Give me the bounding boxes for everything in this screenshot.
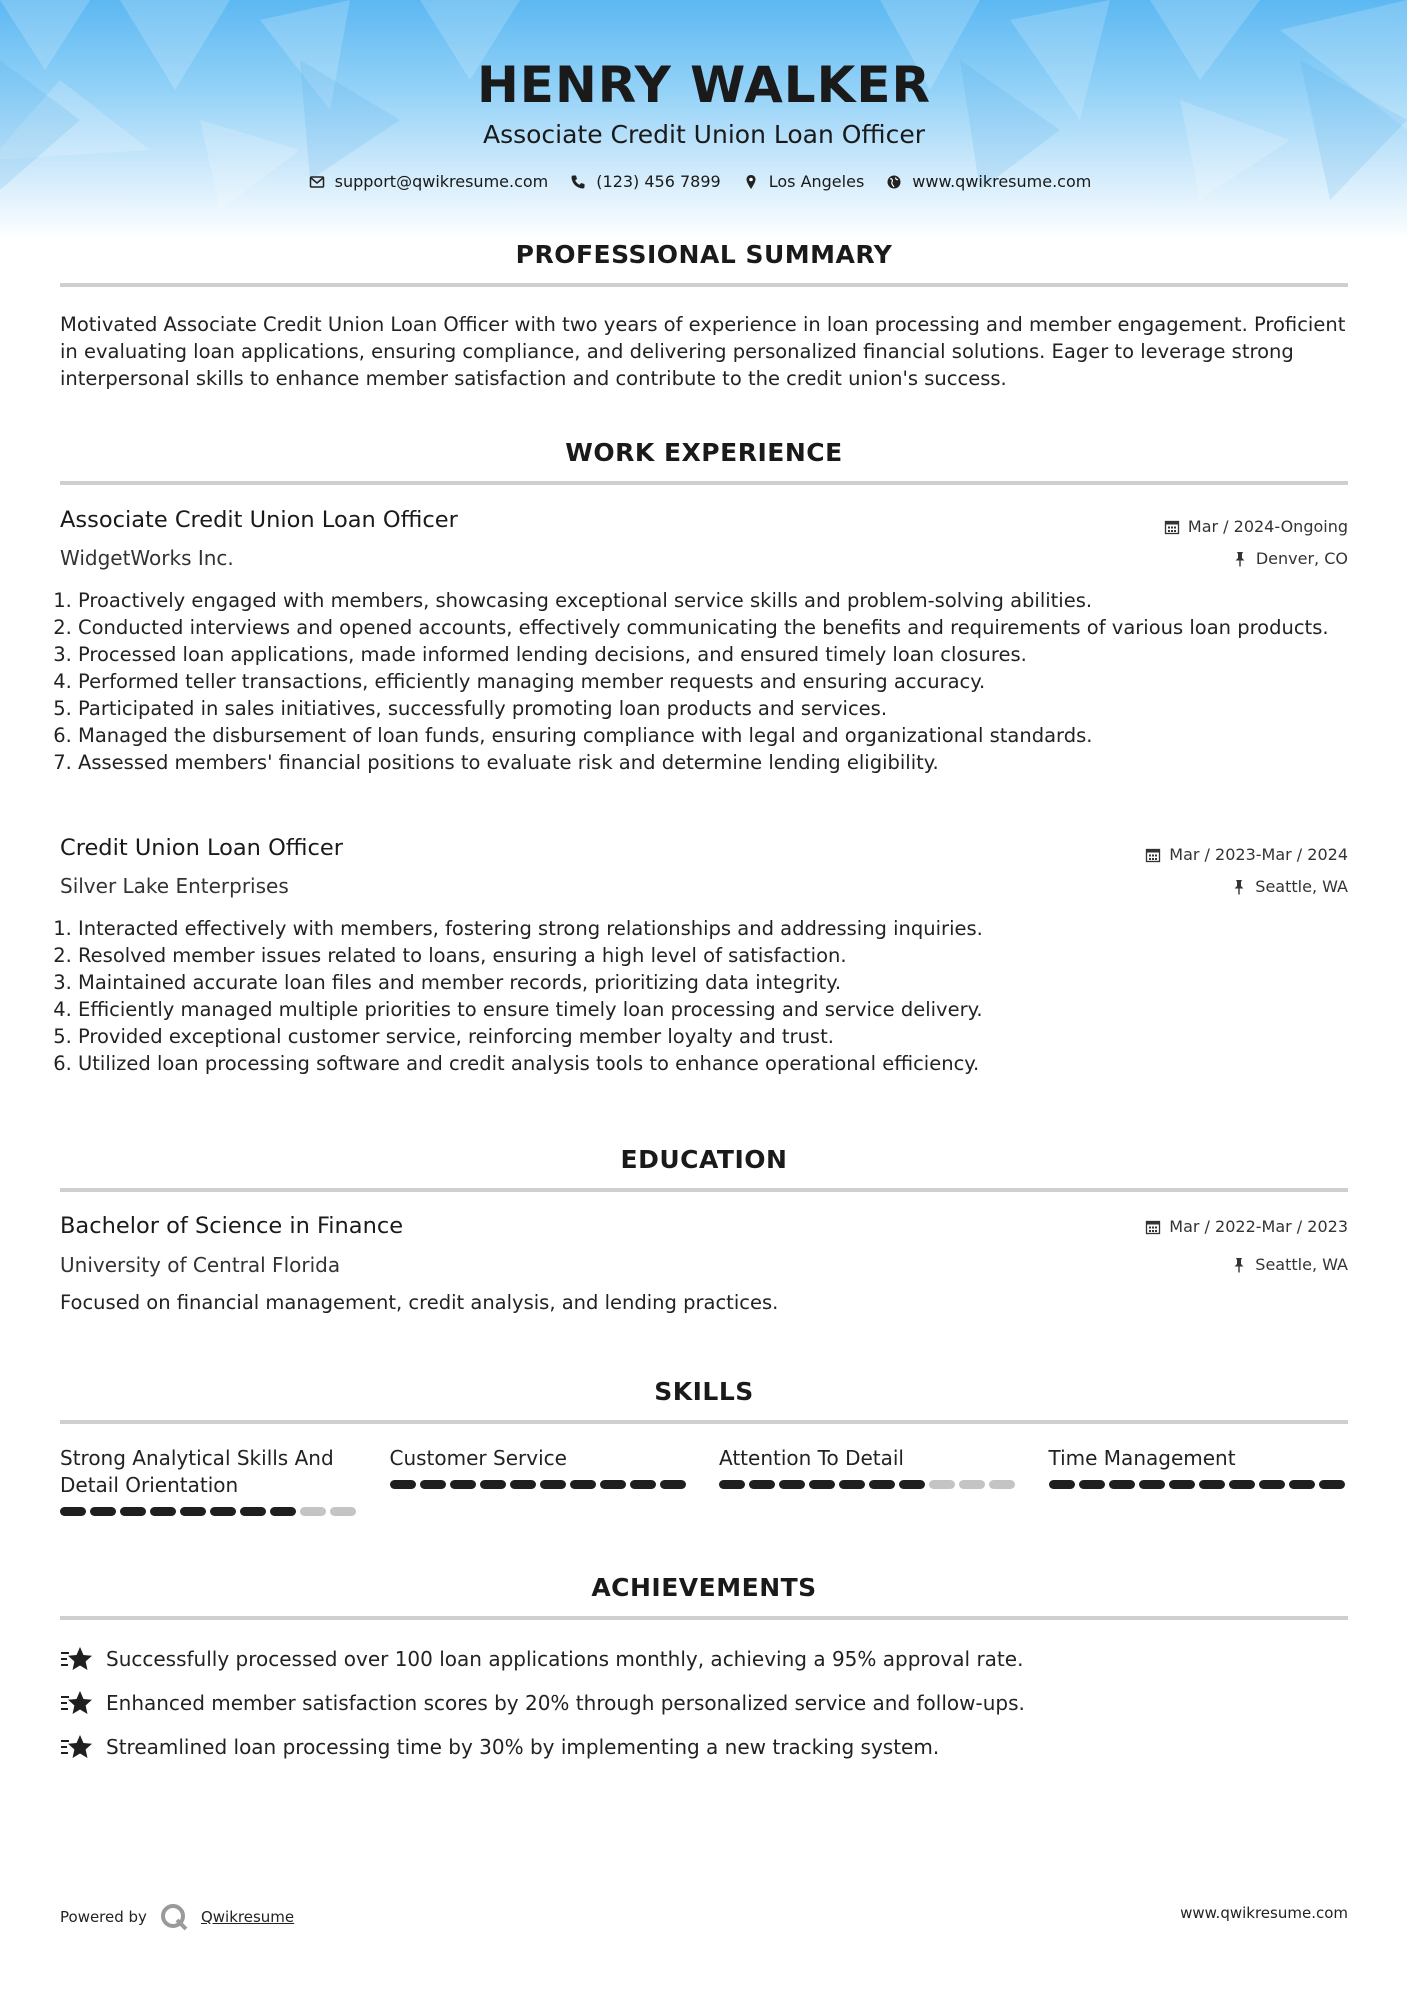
globe-icon [886,174,902,190]
skill-level-bar [719,1480,1019,1489]
list-item: 5. Provided exceptional customer service, reinforcing member loyalty and trust. [78,1023,1348,1050]
skill-name: Customer Service [389,1446,567,1470]
achievement-text: Successfully processed over 100 loan applications monthly, achieving a 95% approval rate. [106,1647,1024,1671]
education-heading: EDUCATION [620,1145,788,1174]
location-text: Los Angeles [768,172,865,191]
job-company: Silver Lake Enterprises [60,874,289,898]
skill-segment-filled [60,1507,86,1516]
education-description: Focused on financial management, credit analysis, and lending practices. [60,1291,779,1314]
skill-segment-empty [989,1480,1015,1489]
skill-name: Attention To Detail [719,1446,904,1470]
skill-segment-filled [1169,1480,1195,1489]
map-pin-icon [743,174,759,190]
list-item: 4. Efficiently managed multiple priorities to ensure timely loan processing and service delivery. [78,996,1348,1023]
phone-text: (123) 456 7899 [596,172,721,191]
education-dates [1145,1217,1348,1236]
achievement-item [60,1645,1023,1673]
star-icon [60,1689,94,1717]
skill-segment-filled [1229,1480,1255,1489]
skill-segment-filled [660,1480,686,1489]
job-dates-text: Mar / 2024-Ongoing [1187,517,1348,536]
skill-segment-filled [570,1480,596,1489]
education-divider [60,1188,1348,1192]
phone-icon [570,174,586,190]
envelope-icon [309,174,325,190]
pushpin-icon [1232,551,1248,567]
contact-bar [60,172,1348,191]
skill-segment-filled [1109,1480,1135,1489]
achievement-text: Streamlined loan processing time by 30% by implementing a new tracking system. [106,1735,940,1759]
skill-segment-filled [899,1480,925,1489]
summary-divider [60,283,1348,287]
skill-segment-filled [420,1480,446,1489]
star-icon [60,1645,94,1673]
skill-name: Time Management [1048,1446,1236,1470]
powered-by [60,1902,294,1932]
qwikresume-logo-icon [159,1902,189,1932]
contact-website[interactable] [886,172,1091,191]
list-item: 2. Conducted interviews and opened accounts, effectively communicating the benefits and requirements of various loan products. [78,614,1348,641]
job-title: Associate Credit Union Loan Officer [60,507,458,533]
candidate-title: Associate Credit Union Loan Officer [482,120,926,149]
skill-segment-filled [1139,1480,1165,1489]
skill-segment-filled [1259,1480,1285,1489]
skill-segment-empty [929,1480,955,1489]
skill-item [60,1445,360,1516]
contact-phone[interactable] [570,172,720,191]
job-dates [1164,517,1348,536]
education-location-text: Seattle, WA [1255,1255,1348,1274]
job-location [1231,877,1348,896]
skill-segment-filled [869,1480,895,1489]
school-name: University of Central Florida [60,1253,341,1277]
skill-segment-filled [779,1480,805,1489]
achievements-heading: ACHIEVEMENTS [591,1573,817,1602]
star-icon [60,1733,94,1761]
skill-level-bar [390,1480,690,1489]
skill-segment-filled [480,1480,506,1489]
skill-segment-filled [600,1480,626,1489]
skills-heading: SKILLS [654,1377,754,1406]
skill-segment-filled [90,1507,116,1516]
list-item: 7. Assessed members' financial positions to evaluate risk and determine lending eligibility. [78,749,1348,776]
skill-item [390,1445,690,1516]
skill-segment-filled [1289,1480,1315,1489]
calendar-icon [1145,1219,1161,1235]
skill-segment-filled [270,1507,296,1516]
job-bullets [60,915,1348,1077]
skill-segment-filled [1319,1480,1345,1489]
skill-segment-filled [510,1480,536,1489]
contact-email[interactable] [309,172,549,191]
achievement-item [60,1733,939,1761]
degree-title: Bachelor of Science in Finance [60,1213,404,1239]
skill-item [719,1445,1019,1516]
job-location-text: Denver, CO [1255,549,1348,568]
calendar-icon [1164,519,1180,535]
summary-text: Motivated Associate Credit Union Loan Officer with two years of experience in loan processing and member engagement. Proficient in evaluating loan applications, ensuring compliance, and delivering personalized financial solutions. Eager to leverage strong interpersonal skills to enhance member satisfaction and contribute to the credit union's success. [60,313,1346,390]
skill-segment-filled [150,1507,176,1516]
list-item: 3. Maintained accurate loan files and member records, prioritizing data integrity. [78,969,1348,996]
achievement-item [60,1689,1025,1717]
education-dates-text: Mar / 2022-Mar / 2023 [1169,1217,1348,1236]
job-location-text: Seattle, WA [1255,877,1348,896]
skills-divider [60,1420,1348,1424]
skill-segment-filled [180,1507,206,1516]
list-item: 1. Proactively engaged with members, showcasing exceptional service skills and problem-solving abilities. [78,587,1348,614]
job-dates-text: Mar / 2023-Mar / 2024 [1169,845,1348,864]
skill-segment-empty [330,1507,356,1516]
skill-segment-filled [450,1480,476,1489]
experience-heading: WORK EXPERIENCE [565,438,843,467]
job-bullets [60,587,1348,776]
email-text: support@qwikresume.com [334,172,549,191]
calendar-icon [1145,847,1161,863]
skill-segment-filled [540,1480,566,1489]
list-item: 2. Resolved member issues related to loans, ensuring a high level of satisfaction. [78,942,1348,969]
achievement-text: Enhanced member satisfaction scores by 20% through personalized service and follow-ups. [106,1691,1025,1715]
skill-level-bar [60,1507,360,1516]
list-item: 5. Participated in sales initiatives, successfully promoting loan products and services. [78,695,1348,722]
skill-segment-filled [1079,1480,1105,1489]
skill-item [1049,1445,1349,1516]
skill-segment-filled [749,1480,775,1489]
pushpin-icon [1231,1257,1247,1273]
powered-by-label: Powered by [60,1908,147,1926]
summary-heading: PROFESSIONAL SUMMARY [515,240,893,269]
education-location [1231,1255,1348,1274]
pushpin-icon [1231,879,1247,895]
job-title: Credit Union Loan Officer [60,835,344,861]
skill-segment-filled [210,1507,236,1516]
skills-list [60,1445,1348,1516]
job-location [1232,549,1348,568]
brand-link[interactable]: Qwikresume [200,1908,295,1926]
job-company: WidgetWorks Inc. [60,546,234,570]
skill-segment-empty [959,1480,985,1489]
website-text: www.qwikresume.com [912,172,1092,191]
experience-divider [60,481,1348,485]
list-item: 4. Performed teller transactions, efficiently managing member requests and ensuring accuracy. [78,668,1348,695]
list-item: 3. Processed loan applications, made informed lending decisions, and ensured timely loan closures. [78,641,1348,668]
list-item: 6. Managed the disbursement of loan funds, ensuring compliance with legal and organizational standards. [78,722,1348,749]
list-item: 1. Interacted effectively with members, fostering strong relationships and addressing inquiries. [78,915,1348,942]
skill-segment-filled [390,1480,416,1489]
skill-segment-filled [120,1507,146,1516]
candidate-name: HENRY WALKER [476,56,932,114]
skill-segment-filled [1199,1480,1225,1489]
skill-segment-empty [300,1507,326,1516]
contact-location [743,172,865,191]
footer-website[interactable]: www.qwikresume.com [1180,1904,1348,1922]
skill-level-bar [1049,1480,1349,1489]
skill-segment-filled [809,1480,835,1489]
skill-name: Strong Analytical Skills And Detail Orientation [60,1446,334,1497]
skill-segment-filled [240,1507,266,1516]
skill-segment-filled [1049,1480,1075,1489]
skill-segment-filled [719,1480,745,1489]
list-item: 6. Utilized loan processing software and credit analysis tools to enhance operational efficiency. [78,1050,1348,1077]
skill-segment-filled [630,1480,656,1489]
achievements-divider [60,1616,1348,1620]
job-dates [1145,845,1348,864]
skill-segment-filled [839,1480,865,1489]
